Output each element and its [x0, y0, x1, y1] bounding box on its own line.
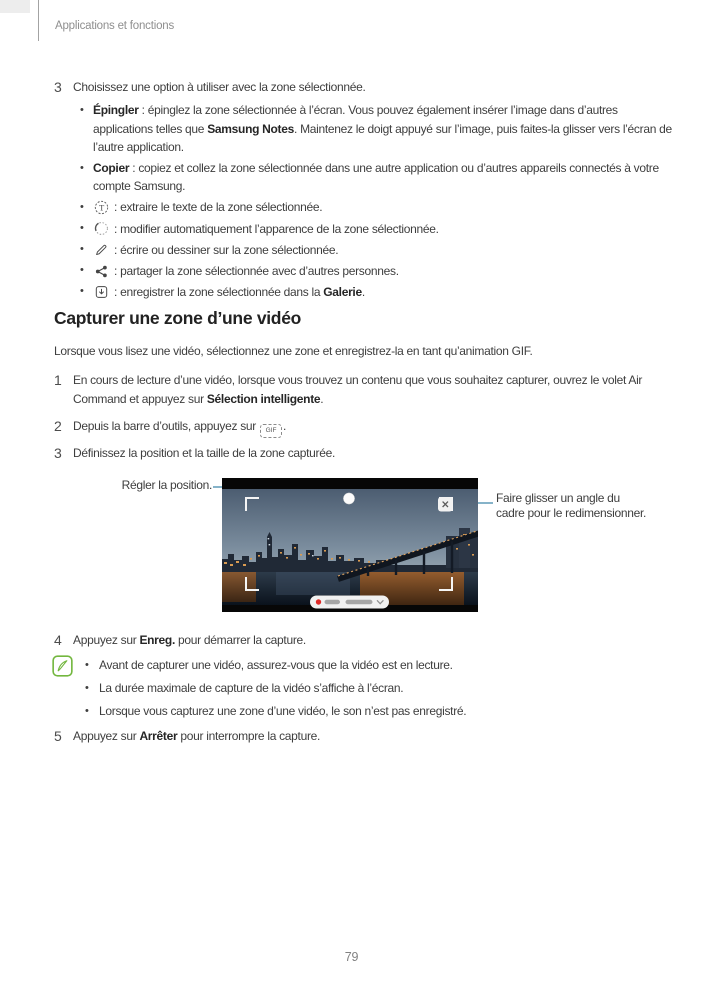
- record-pill: [310, 596, 389, 609]
- option-save: [79, 282, 673, 302]
- option-text: : épinglez la zone sélectionnée à l’écran. Vous pouvez également insérer l’image dans d’autres applications telles que: [93, 103, 618, 136]
- note-pen-icon: [52, 655, 73, 677]
- callout-resize-frame: Faire glisser un angle du cadre pour le redimensionner.: [496, 491, 647, 520]
- position-handle: [343, 493, 354, 504]
- option-label: Épingler: [93, 103, 139, 117]
- note-item: [84, 677, 656, 700]
- pen-icon: [93, 242, 109, 258]
- gif-icon-label: GIF: [265, 427, 277, 434]
- step-number: 3: [54, 445, 62, 461]
- save-icon: [93, 284, 109, 300]
- close-icon: [438, 497, 453, 512]
- option-text: . Maintenez le doigt appuyé sur l’image, puis faites-la glisser vers l’écran de l’autre application.: [93, 121, 672, 154]
- step-4: [54, 631, 676, 650]
- step-number: 1: [54, 372, 62, 388]
- svg-text:T: • T: [98, 202, 104, 213]
- video-frame: [222, 478, 478, 612]
- option-draw: [79, 240, 673, 260]
- option-copier: [79, 159, 673, 196]
- option-text: • : écrire ou dessiner sur la zone sélectionnée.: [114, 242, 339, 257]
- step-text: .: [320, 391, 324, 406]
- record-label-blob: [325, 600, 341, 604]
- options-step: [54, 78, 676, 97]
- note-text: Lorsque vous capturez une zone d’une vidéo, le son n’est pas enregistré.: [99, 704, 467, 719]
- option-text: : copiez et collez la zone sélectionnée dans une autre application ou d’autres appareils connectés à votre compte Samsung.: [93, 160, 659, 193]
- step-text: Définissez la position et la taille de la zone capturée.: [73, 446, 336, 460]
- page-number: 79: [344, 950, 359, 964]
- option-text: : enregistrer la zone sélectionnée dans la: [114, 285, 324, 300]
- step-text: Appuyez sur: [73, 729, 140, 743]
- breadcrumb: Applications et fonctions: [55, 20, 175, 32]
- option-text: .: [361, 285, 365, 300]
- quality-label-blob: [346, 600, 373, 604]
- step-bold: Sélection intelligente: [206, 391, 321, 406]
- options-list: [79, 101, 673, 303]
- note-list: [84, 654, 656, 724]
- option-auto-change: [79, 219, 673, 239]
- step-number: 2: [54, 418, 62, 434]
- step-text: pour démarrer la capture.: [174, 633, 306, 647]
- step-text: En cours de lecture d’une vidéo, lorsque vous trouvez un contenu que vous souhaitez capturer, ouvrez le volet Air Command et appuyez sur: [73, 373, 643, 406]
- extract-text-icon: [93, 200, 109, 216]
- share-icon: [93, 263, 109, 279]
- step-bold: Enreg.: [139, 633, 175, 647]
- option-text: : extraire le texte de la zone sélectionnée.: [114, 200, 323, 215]
- step-text: Depuis la barre d’outils, appuyez sur: [73, 419, 260, 433]
- option-extract-text: [79, 198, 673, 218]
- option-epingler: [79, 101, 673, 157]
- note-text: Avant de capturer une vidéo, assurez-vous que la vidéo est en lecture.: [99, 658, 453, 672]
- page-corner-artifact: [0, 0, 30, 13]
- note-text: La durée maximale de capture de la vidéo s’affiche à l’écran.: [99, 681, 404, 696]
- note-item: [84, 654, 656, 677]
- step-number: 5: [54, 728, 62, 744]
- step-text: Choisissez une option à utiliser avec la zone sélectionnée.: [73, 80, 366, 94]
- step-number: 3: [54, 79, 62, 95]
- option-bold: Galerie: [323, 285, 362, 300]
- step-bold: Arrêter: [139, 729, 178, 743]
- step-1: [54, 371, 676, 408]
- step-3: [54, 444, 676, 463]
- step-5: [54, 727, 676, 746]
- gif-icon: [260, 424, 282, 438]
- header-rule: [38, 0, 39, 41]
- option-label: Copier: [93, 160, 130, 175]
- step-text: Appuyez sur: [73, 633, 140, 647]
- callout-adjust-position: Régler la position.: [121, 478, 212, 492]
- option-bold: Samsung Notes: [207, 121, 295, 136]
- step-text: .: [283, 419, 287, 433]
- section-title: Capturer une zone d’une vidéo: [54, 308, 302, 328]
- step-number: 4: [54, 632, 62, 648]
- video-capture-figure: [222, 478, 478, 612]
- option-text: • : partager la zone sélectionnée avec d’autres personnes.: [114, 263, 399, 278]
- step-2: [54, 417, 676, 438]
- auto-change-icon: [93, 221, 109, 237]
- step-text: pour interrompre la capture.: [177, 729, 321, 743]
- record-dot-icon: [316, 599, 321, 604]
- section-intro: Lorsque vous lisez une vidéo, sélectionnez une zone et enregistrez-la en tant qu’animation GIF.: [54, 344, 533, 358]
- note-item: [84, 700, 656, 723]
- option-text: • : modifier automatiquement l’apparence de la zone sélectionnée.: [114, 221, 439, 236]
- option-share: [79, 261, 673, 281]
